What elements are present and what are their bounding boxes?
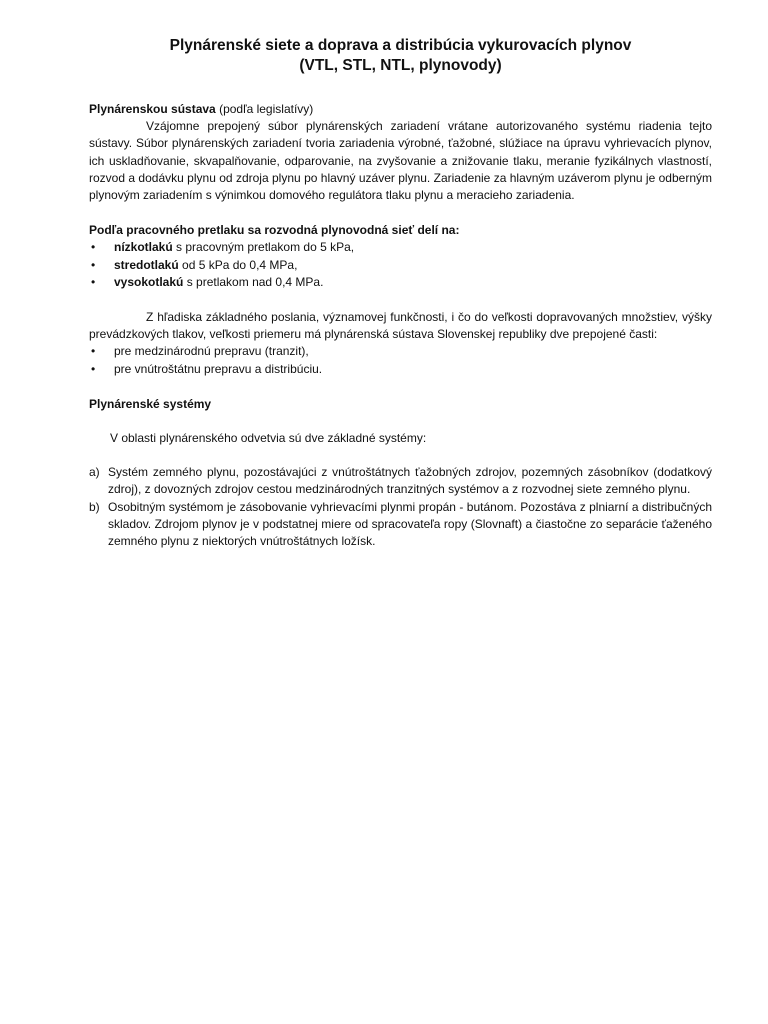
list-item (89, 464, 712, 498)
systems-item-text: Systém zemného plynu, pozostávajúci z vnútroštátnych ťažobných zdrojov, pozemných zásobníkov (dodatkový zdroj), z dovozných zdrojov cestou medzinárodných tranzitných systémov a z rozvodnej siete zemného plynu. (108, 465, 712, 497)
title-line-2: (VTL, STL, NTL, plynovody) (299, 57, 502, 74)
bullet-icon: • (91, 361, 96, 376)
pressure-list (89, 239, 712, 291)
sustava-heading-bold: Plynárenskou sústava (89, 102, 216, 116)
function-list (89, 343, 712, 377)
sustava-heading (89, 101, 712, 118)
pressure-item-text: s pretlakom nad 0,4 MPa. (183, 274, 324, 289)
section-function (89, 309, 712, 378)
list-item (89, 239, 712, 256)
pressure-item-bold: nízkotlakú (114, 240, 173, 255)
systems-list (89, 464, 712, 550)
section-systems (89, 396, 712, 550)
bullet-icon: • (91, 240, 96, 255)
list-item (89, 274, 712, 291)
list-marker: b) (89, 499, 100, 514)
pressure-item-bold: stredotlakú (114, 257, 179, 272)
function-item-text: pre vnútroštátnu prepravu a distribúciu. (114, 361, 323, 376)
document-title (89, 36, 712, 76)
bullet-icon: • (91, 344, 96, 359)
list-item (89, 499, 712, 551)
sustava-heading-normal: (podľa legislatívy) (215, 102, 314, 116)
bullet-icon: • (91, 274, 96, 289)
list-marker: a) (89, 465, 100, 480)
systems-item-text: Osobitným systémom je zásobovanie vyhrievacími plynmi propán - butánom. Pozostáva z plniarní a distribučných skladov. Zdrojom plynov je v podstatnej miere od spracovateľa ropy (Slovnaft) a čiastočne zo separácie ťaženého zemného plynu z niektorých vnútroštátnych ložísk. (108, 499, 712, 549)
list-item (89, 257, 712, 274)
bullet-icon: • (91, 257, 96, 272)
systems-intro: V oblasti plynárenského odvetvia sú dve základné systémy: (110, 431, 427, 446)
list-item (89, 361, 712, 378)
pressure-item-bold: vysokotlakú (114, 274, 184, 289)
section-pressure (89, 222, 712, 291)
function-item-text: pre medzinárodnú prepravu (tranzit), (114, 344, 309, 359)
section-sustava (89, 101, 712, 204)
pressure-intro: Podľa pracovného pretlaku sa rozvodná plynovodná sieť delí na: (89, 223, 460, 238)
pressure-item-text: od 5 kPa do 0,4 MPa, (178, 257, 298, 272)
function-paragraph: Z hľadiska základného poslania, významovej funkčnosti, i čo do veľkosti dopravovaných množstiev, výšky prevádzkových tlakov, veľkosti priemeru má plynárenská sústava Slovenskej republiky dve prepojené časti: (89, 310, 712, 342)
list-item (89, 343, 712, 360)
title-line-1: Plynárenské siete a doprava a distribúcia vykurovacích plynov (169, 37, 632, 54)
sustava-paragraph: Vzájomne prepojený súbor plynárenských zariadení vrátane autorizovaného systému riadenia tejto sústavy. Súbor plynárenských zariadení tvoria zariadenia výrobné, ťažobné, slúžiace na úpravu vyhrievacích plynov, ich uskladňovanie, skvapalňovanie, odparovanie, na zvyšovanie a znižovanie tlaku, meranie fyzikálnych vlastností, rozvod a dodávku plynu od zdroja plynu po hlavný uzáver plynu. Zariadenie za hlavným uzáverom plynu je odberným plynovým zariadením s výnimkou domového regulátora tlaku plynu a meracieho zariadenia. (89, 119, 712, 203)
pressure-item-text: s pracovným pretlakom do 5 kPa, (172, 240, 355, 255)
systems-heading: Plynárenské systémy (89, 396, 212, 411)
